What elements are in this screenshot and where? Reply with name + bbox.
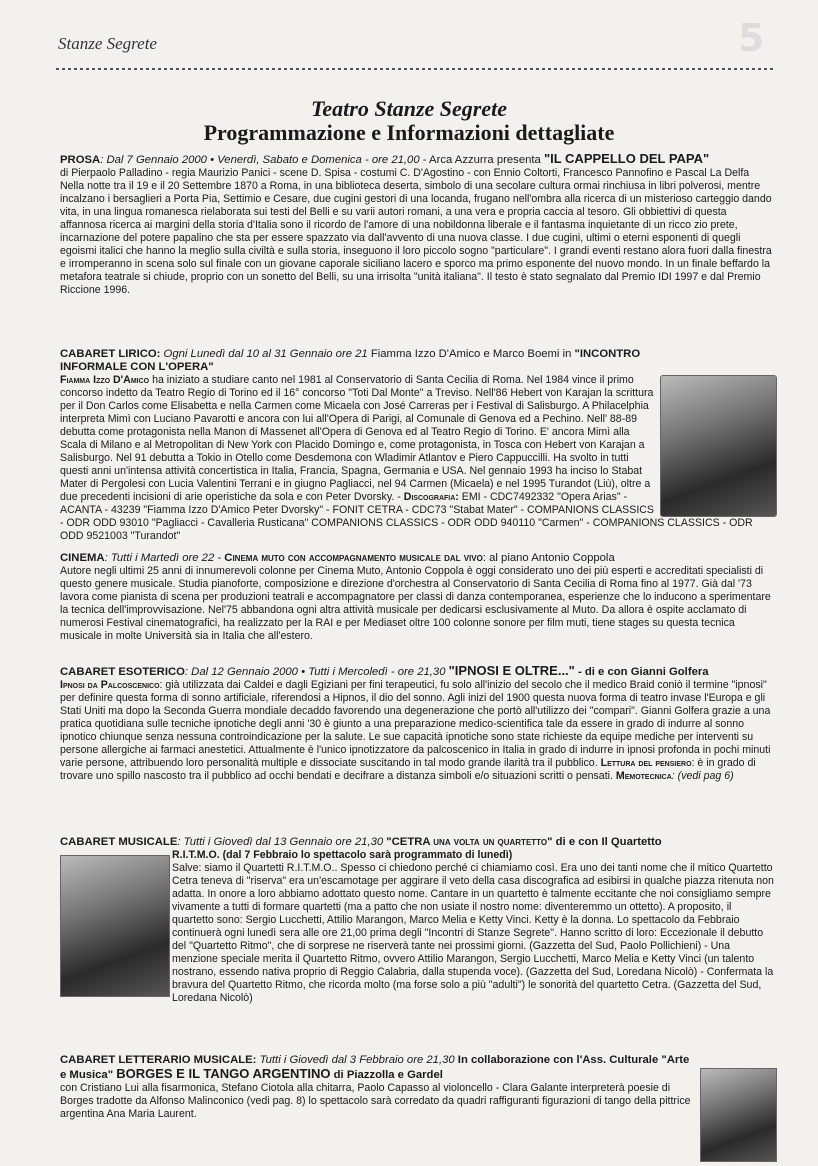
section-esoterico <box>60 664 775 783</box>
subheading-ipnosi: Ipnosi da Palcoscenico <box>60 679 160 691</box>
section-label: PROSA <box>60 154 101 166</box>
section-label: CABARET MUSICALE <box>60 836 178 848</box>
page-number: 5 <box>738 16 765 60</box>
show-title: "IPNOSI E OLTRE..." <box>448 663 575 678</box>
section-dates: : Dal 7 Gennaio 2000 • Venerdì, Sabato e Domenica - ore 21,00 <box>100 154 420 166</box>
magazine-logo: Stanze Segrete <box>58 34 157 53</box>
subheading-memotecnica: Memotecnica <box>615 770 672 782</box>
section-author: di Piazzolla e Gardel <box>330 1069 443 1081</box>
quartet-photo <box>60 855 170 997</box>
section-body-2: : è in grado di trovare uno spillo nascosto tra il pubblico ad occhi bendati e decifrare a distanza simboli e/o situazioni scritti o pensati. <box>60 757 756 782</box>
section-intro: In collaborazione con l'Ass. Culturale "Arte e Musica" <box>60 1054 690 1081</box>
section-label: CINEMA <box>60 552 105 564</box>
section-cinema <box>60 552 775 643</box>
section-body: : già utilizzata dai Caldei e dagli Egiziani per fini terapeutici, fu solo all'inizio del secolo che il medico Braid coniò il termine "ipnosi" per definire questa forma di sonno artificiale, riferendosi a Hipnos, il dio del sonno. Agli inizi del 1900 questa nuova forma di teatro invase l'Europa e gli Stati Uniti ma dopo la Seconda Guerra mondiale decaddo favorendo una degenerazione che portò all'utilizzo dei "compari". Gianni Golfera grazie a una pratica quotidiana sulle tecniche ipnotiche degli anni '30 è giunto a una preparazione medico-scientifica tale da essere in grado di indurre al sonno ipnotico chiunque senza nessuna controindicazione per la salute. Le sue capacità ipnotiche sono state richieste da equipe mediche per interventi su persone allergiche ai farmaci anestetici. Attualmente è l'unico ipnotizzatore da palcoscenico in Italia in grado di indurre in ipnosi profonda in pochi minuti varie persone, attribuendo loro personalità multiple e dissociate suscitando in tal modo grande ilarità tra il pubblico. <box>60 679 771 769</box>
performer-photo <box>700 1068 777 1162</box>
subheading-lettura: Lettura del pensiero <box>600 757 692 769</box>
discography-text: EMI - CDC7492332 "Opera Arias" - ACANTA - 43239 "Fiamma Izzo D'Amico Peter Dvorsky" - FONIT CETRA - CDC73 "Stabat Mater" - COMPANIONS CLASSICS - ODR ODD 93010 "Pagliacci - Cavalleria Rusticana" COMPANIONS CLASSICS - ODR ODD 940110 "Carmen" - COMPANIONS CLASSICS - ODR ODD 9521003 "Turandot" <box>60 491 753 542</box>
section-label: CABARET LETTERARIO MUSICALE: <box>60 1054 257 1066</box>
section-letterario <box>60 1054 775 1149</box>
section-dates: Ogni Lunedì dal 10 al 31 Gennaio ore 21 <box>160 348 368 360</box>
section-dates: : Tutti i Giovedì dal 13 Gennaio ore 21,30 <box>177 836 387 848</box>
section-body: con Cristiano Lui alla fisarmonica, Stefano Ciotola alla chitarra, Paolo Capasso al violoncello - Clara Galante interpreterà poesie di Borges tradotte da Alfonso Malinconico (vedi pag. 8) lo spettacolo sarà corredato da quadri raffiguranti figurazioni di tango della pittrice argentina Ana Maria Laurent. <box>60 1082 691 1120</box>
header-divider <box>56 68 776 70</box>
section-presenter: - Arca Azzurra presenta <box>419 154 544 166</box>
artist-name: Fiamma Izzo D'Amico <box>60 374 150 386</box>
section-body: Nella notte tra il 19 e il 20 Settembre 1870 a Roma, in una biblioteca deserta, simbolo di una secolare cultura ormai rinchiusa in libri polverosi, mentre incalzano i bersaglieri a Porta Pia, Settimio e Cesare, due cugini gestori di una locanda, frugano nell'ombra alla ricerca di un misterioso carteggio dando vita, in una lingua romanesca rielaborata sui testi del Belli e su varii autori romani, a una vera e propria caccia al tesoro. Gli obbiettivi di questa affannosa ricerca ai margini della storia d'Italia sono il ricordo de l'amore di una nobildonna liberale e il fantasma inquietante di un ricco zio prete, incarnazione del potere papalino che sta per essere spazzato via dall'avvento di una nuova classe. I due cugini, ultimi o eterni esponenti di quegli egoismi italici che hanno la meglio sulla civiltà e sulla storia, inseguono il loro piccolo sogno "particulare". I grandi eventi restano alora fuori dalla finestra e irromperanno in scena solo sul finale con un giovane caporale siciliano lacero e sporco ma primo esponente del nuovo mondo. In un finale beffardo la metafora teatrale si chiude, proprio con un sonetto del Belli, su una irrisolta "unità italiana". Il testo è stato segnalato dal Premio IDI 1997 e dal Premio Riccione 1996. <box>60 180 772 296</box>
section-label: CABARET ESOTERICO <box>60 666 185 678</box>
section-performers: Fiamma Izzo D'Amico e Marco Boemi in <box>367 348 575 360</box>
page-title: Teatro Stanze Segrete <box>311 96 507 121</box>
show-title: BORGES E IL TANGO ARGENTINO <box>116 1066 331 1081</box>
section-body: Autore negli ultimi 25 anni di innumerevoli colonne per Cinema Muto, Antonio Coppola è oggi considerato uno dei più esperti e accreditati specialisti di questo genere musicale. Studia pianoforte, composizione e direzione d'orchestra al Conservatorio di Santa Cecilia di Roma fino al 1977. Già dal '73 lavora come pianista di scena per produzioni teatrali e accompagnatore per classi di danza contemporanea, esperienze che lo inducono a sperimentare la tecnica dell'improvvisazione. Nel'75 abbandona ogni altra attività musicale per dedicarsi esclusivamente al Muto. Da allora è ospite acclamato di numerosi Festival cinematografici, ha realizzato per la RAI e per Mediaset oltre 100 colonne sonore per film muti, tiene stages su questa tecnica musicale in molte Università sia in Italia che all'estero. <box>60 565 771 642</box>
section-dates: : Tutti i Martedì ore 22 - <box>104 552 225 564</box>
section-performer-2: R.I.T.M.O. (dal 7 Febbraio lo spettacolo sarà programmato di lunedì) <box>172 849 513 861</box>
show-title: "INCONTRO INFORMALE CON L'OPERA" <box>60 348 641 373</box>
section-performer: : al piano Antonio Coppola <box>482 552 615 564</box>
section-body-3: : (vedi pag 6) <box>671 770 734 782</box>
section-prosa <box>60 152 775 297</box>
singer-photo <box>660 375 777 517</box>
section-label: CABARET LIRICO: <box>60 348 161 360</box>
page-subtitle: Programmazione e Informazioni dettagliate <box>203 120 615 145</box>
section-dates: : Dal 12 Gennaio 2000 • Tutti i Mercoledì - ore 21,30 <box>184 666 449 678</box>
section-performer: di e con Il Quartetto <box>552 836 662 848</box>
show-title: Cinema muto con accompagnamento musicale dal vivo <box>224 552 483 564</box>
section-dates: Tutti i Giovedì dal 3 Febbraio ore 21,30 <box>256 1054 455 1066</box>
show-title: "CETRA una volta un quartetto" <box>386 836 553 848</box>
discography-label: Discografia: <box>403 491 459 503</box>
section-performer: - di e con Gianni Golfera <box>574 666 709 678</box>
section-credits: di Pierpaolo Palladino - regia Maurizio Panici - scene D. Spisa - costumi C. D'Agostino - con Ennio Coltorti, Francesco Pannofino e Pascal La Delfa <box>60 167 750 179</box>
show-title: "IL CAPPELLO DEL PAPA" <box>543 151 710 166</box>
section-body: ha iniziato a studiare canto nel 1981 al Conservatorio di Santa Cecilia di Roma. Nel 1984 vince il primo concorso indetto da Teatro Regio di Torino ed il 16° concorso "Toti Dal Monte" a Treviso. Nell'86 Hebert von Karajan la scrittura per il Don Carlos come Elisabetta e nella Carmen come Micaela con José Carreras per i Festival di Salisburgo. A Philacelphia interpreta Mimì con Luciano Pavarotti e ancora con lui all'Opera di Parigi, al Comunale di Genova ed a Pechino. Nell' 88-89 debutta come protagonista nella Manon di Massenet all'Opera di Genova ed al Teatro Regio di Torino. E' ancora Mimì alla Scala di Milano e al Metropolitan di New York con Placido Domingo e, come protagonista, in Tosca con Hebert von Karajan a Salisburgo. Nel 91 debutta a Tokio in Otello come Desdemona con Wladimir Atlantov e Piero Cappuccilli. Ha svolto in tutti questi anni un'intensa attività concertistica in Italia, Francia, Spagna, Germania e USA. Nel gennaio 1993 ha inciso lo Stabat Mater di Pergolesi con Lucia Valentini Terrani e in giugno Pagliacci, nel 94 Carmen (Micaela) e nel 1995 Turandot (Liù), oltre a due precedenti incisioni di arie operistiche da sola e con Peter Dvorsky. - <box>60 374 654 503</box>
section-body: Salve: siamo il Quartetti R.I.T.M.O.. Spesso ci chiedono perché ci chiamiamo così. Era uno dei tanti nome che il mitico Quartetto Cetra teneva di "riserva" era un'escamotage per aggirare il veto della casa discografica ad esibirsi in qualche piazza ritenuta non adatta. In onore a loro abbiamo adottato questo nome. Cantare in un quartetto è talmente eccitante che noi consigliamo sempre vivamente a tutti di formare quartetti (ma a patto che non usiate il nostro nome: diventeremmo un ottetto). A proposito, il quartetto sono: Sergio Lucchetti, Attilio Marangon, Marco Melia e Ketty Vinci. Ketty è la donna. Lo spettacolo da Febbraio continuerà ogni lunedì sera alle ore 21,00 prima degli "Incontri di Stanze Segrete". Hanno scritto di loro: Eccezionale il debutto del "Quartetto Ritmo", che di sorprese ne riserverà tante nei prossimi giorni. (Gazzetta del Sud, Paolo Pollichieni) - Una menzione speciale merita il Quartetto Ritmo, ovvero Attilio Marangon, Sergio Lucchetti, Marco Melia e Ketty Vinci (un talento nostrano, essendo nativa proprio di Reggio Calabria, dalla stupenda voce). (Gazzetta del Sud, Loredana Nicolò) - Confermata la bravura del Quartetto Ritmo, che ricorda molto (ma forse solo a più "adulti") le sonorità del quartetto Cetra. (Gazzetta del Sud, Loredana Nicolò) <box>172 862 774 1004</box>
